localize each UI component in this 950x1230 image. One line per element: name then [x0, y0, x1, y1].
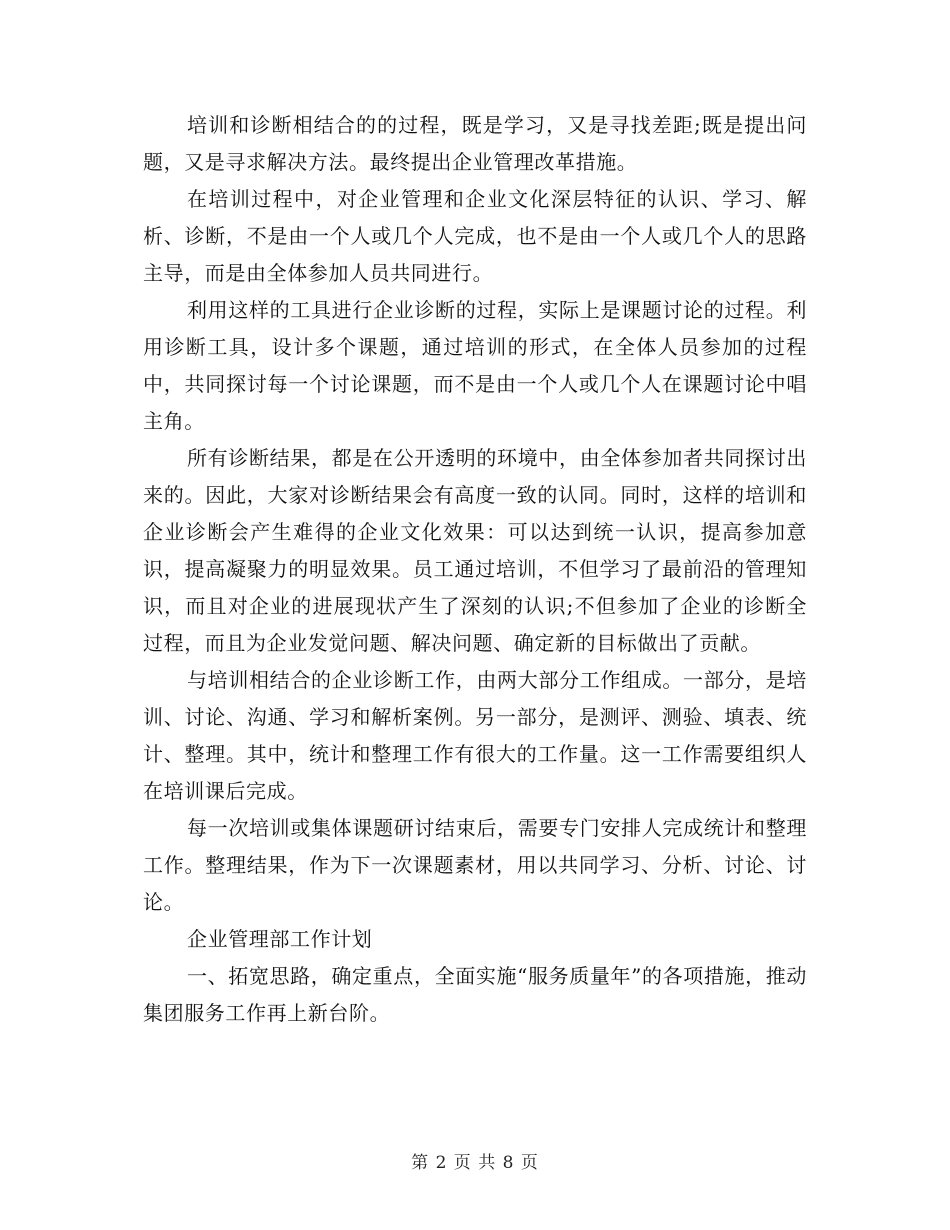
paragraph-5: 与培训相结合的企业诊断工作，由两大部分工作组成。一部分，是培训、讨论、沟通、学习和解析案例。另一部分，是测评、测验、填表、统计、整理。其中，统计和整理工作有很大的工作量。这一工作需要组织人在培训课后完成。 [143, 668, 807, 803]
paragraph-2: 在培训过程中，对企业管理和企业文化深层特征的认识、学习、解析、诊断，不是由一个人或几个人完成，也不是由一个人或几个人的思路主导，而是由全体参加人员共同进行。 [143, 187, 807, 285]
paragraph-6: 每一次培训或集体课题研讨结束后，需要专门安排人完成统计和整理工作。整理结果，作为下一次课题素材，用以共同学习、分析、讨论、讨论。 [143, 816, 807, 914]
paragraph-3: 利用这样的工具进行企业诊断的过程，实际上是课题讨论的过程。利用诊断工具，设计多个课题，通过培训的形式，在全体人员参加的过程中，共同探讨每一个讨论课题，而不是由一个人或几个人在课题讨论中唱主角。 [143, 298, 807, 433]
paragraph-4: 所有诊断结果，都是在公开透明的环境中，由全体参加者共同探讨出来的。因此，大家对诊断结果会有高度一致的认同。同时，这样的培训和企业诊断会产生难得的企业文化效果：可以达到统一认识，提高参加意识，提高凝聚力的明显效果。员工通过培训，不但学习了最前沿的管理知识，而且对企业的进展现状产生了深刻的认识;不但参加了企业的诊断全过程，而且为企业发觉问题、解决问题、确定新的目标做出了贡献。 [143, 446, 807, 655]
document-body [143, 107, 807, 1032]
page-number-footer: 第 2 页 共 8 页 [411, 1153, 539, 1173]
section-heading: 企业管理部工作计划 [187, 927, 373, 951]
paragraph-1: 培训和诊断相结合的的过程，既是学习，又是寻找差距;既是提出问题，又是寻求解决方法。最终提出企业管理改革措施。 [143, 113, 807, 174]
paragraph-7: 一、拓宽思路，确定重点，全面实施“服务质量年”的各项措施，推动集团服务工作再上新台阶。 [143, 964, 807, 1025]
